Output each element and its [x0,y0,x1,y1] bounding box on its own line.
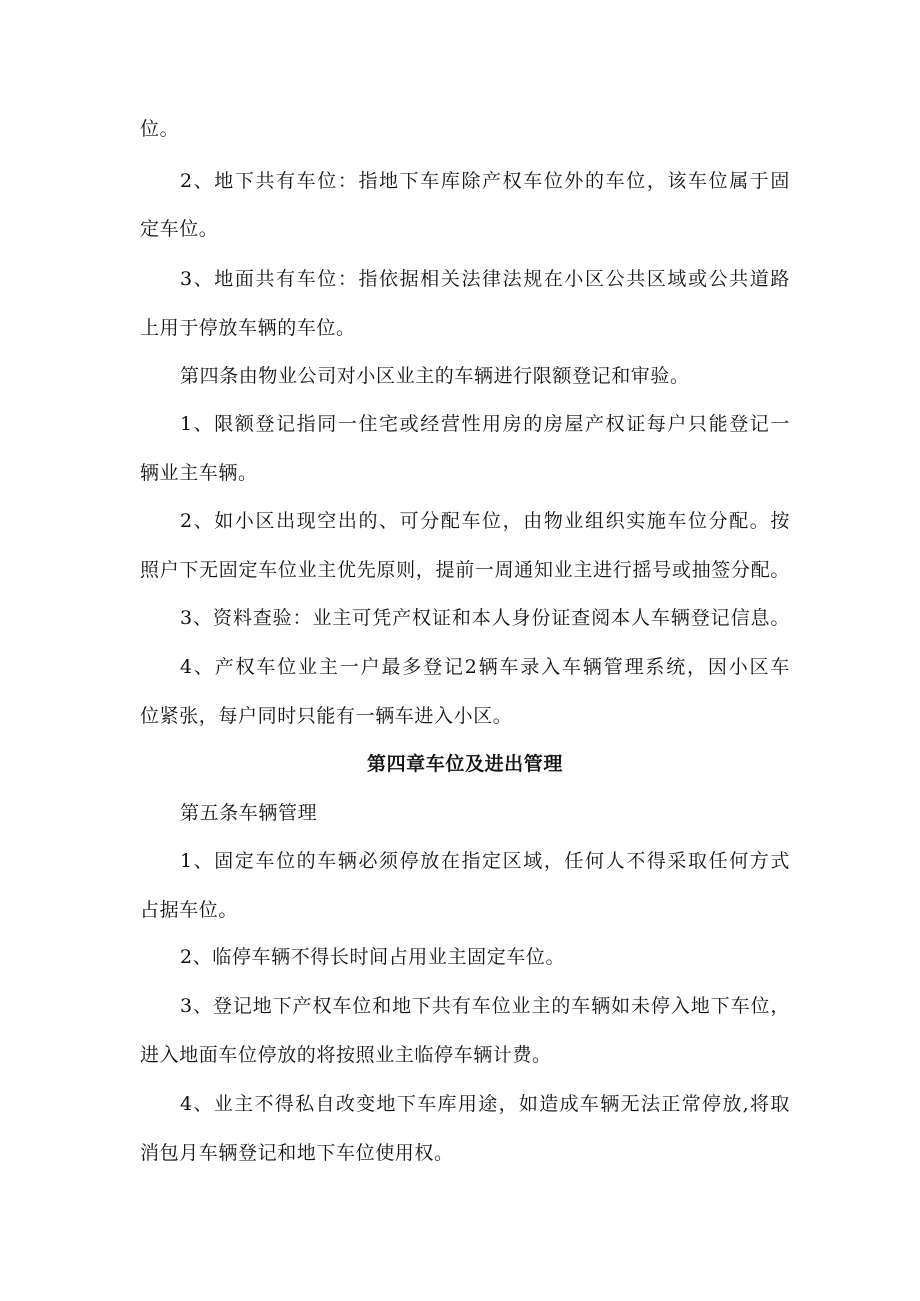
article-heading: 第五条车辆管理 [180,802,318,824]
paragraph-line: 进入地面车位停放的将按照业主临停车辆计费。 [140,1044,552,1066]
paragraph-line: 3、资料查验：业主可凭产权证和本人身份证查阅本人车辆登记信息。 [180,607,790,629]
paragraph-line: 1、固定车位的车辆必须停放在指定区域，任何人不得采取任何方式 [180,850,790,872]
paragraph-line: 位紧张，每户同时只能有一辆车进入小区。 [140,705,513,727]
article-heading: 第四条由物业公司对小区业主的车辆进行限额登记和审验。 [180,365,690,387]
paragraph-line: 1、限额登记指同一住宅或经营性用房的房屋产权证每户只能登记一 [180,413,790,435]
paragraph-line: 定车位。 [140,218,219,240]
paragraph-line: 消包月车辆登记和地下车位使用权。 [140,1142,454,1164]
paragraph-line: 3、登记地下产权车位和地下共有车位业主的车辆如未停入地下车位， [180,995,790,1017]
paragraph-line: 2、临停车辆不得长时间占用业主固定车位。 [180,946,566,968]
paragraph-line: 位。 [140,118,180,140]
paragraph-line: 2、如小区出现空出的、可分配车位，由物业组织实施车位分配。按 [180,510,790,532]
paragraph-line: 2、地下共有车位：指地下车库除产权车位外的车位，该车位属于固 [180,170,790,192]
paragraph-line: 辆业主车辆。 [140,462,258,484]
chapter-heading: 第四章车位及进出管理 [366,753,563,775]
paragraph-line: 3、地面共有车位：指依据相关法律法规在小区公共区域或公共道路 [180,268,790,290]
paragraph-line: 上用于停放车辆的车位。 [140,317,356,339]
paragraph-line: 占据车位。 [140,899,239,921]
paragraph-line: 照户下无固定车位业主优先原则，提前一周通知业主进行摇号或抽签分配。 [140,559,790,581]
paragraph-line: 4、业主不得私自改变地下车库用途，如造成车辆无法正常停放,将取 [180,1093,790,1115]
paragraph-line: 4、产权车位业主一户最多登记2辆车录入车辆管理系统，因小区车 [180,656,790,678]
